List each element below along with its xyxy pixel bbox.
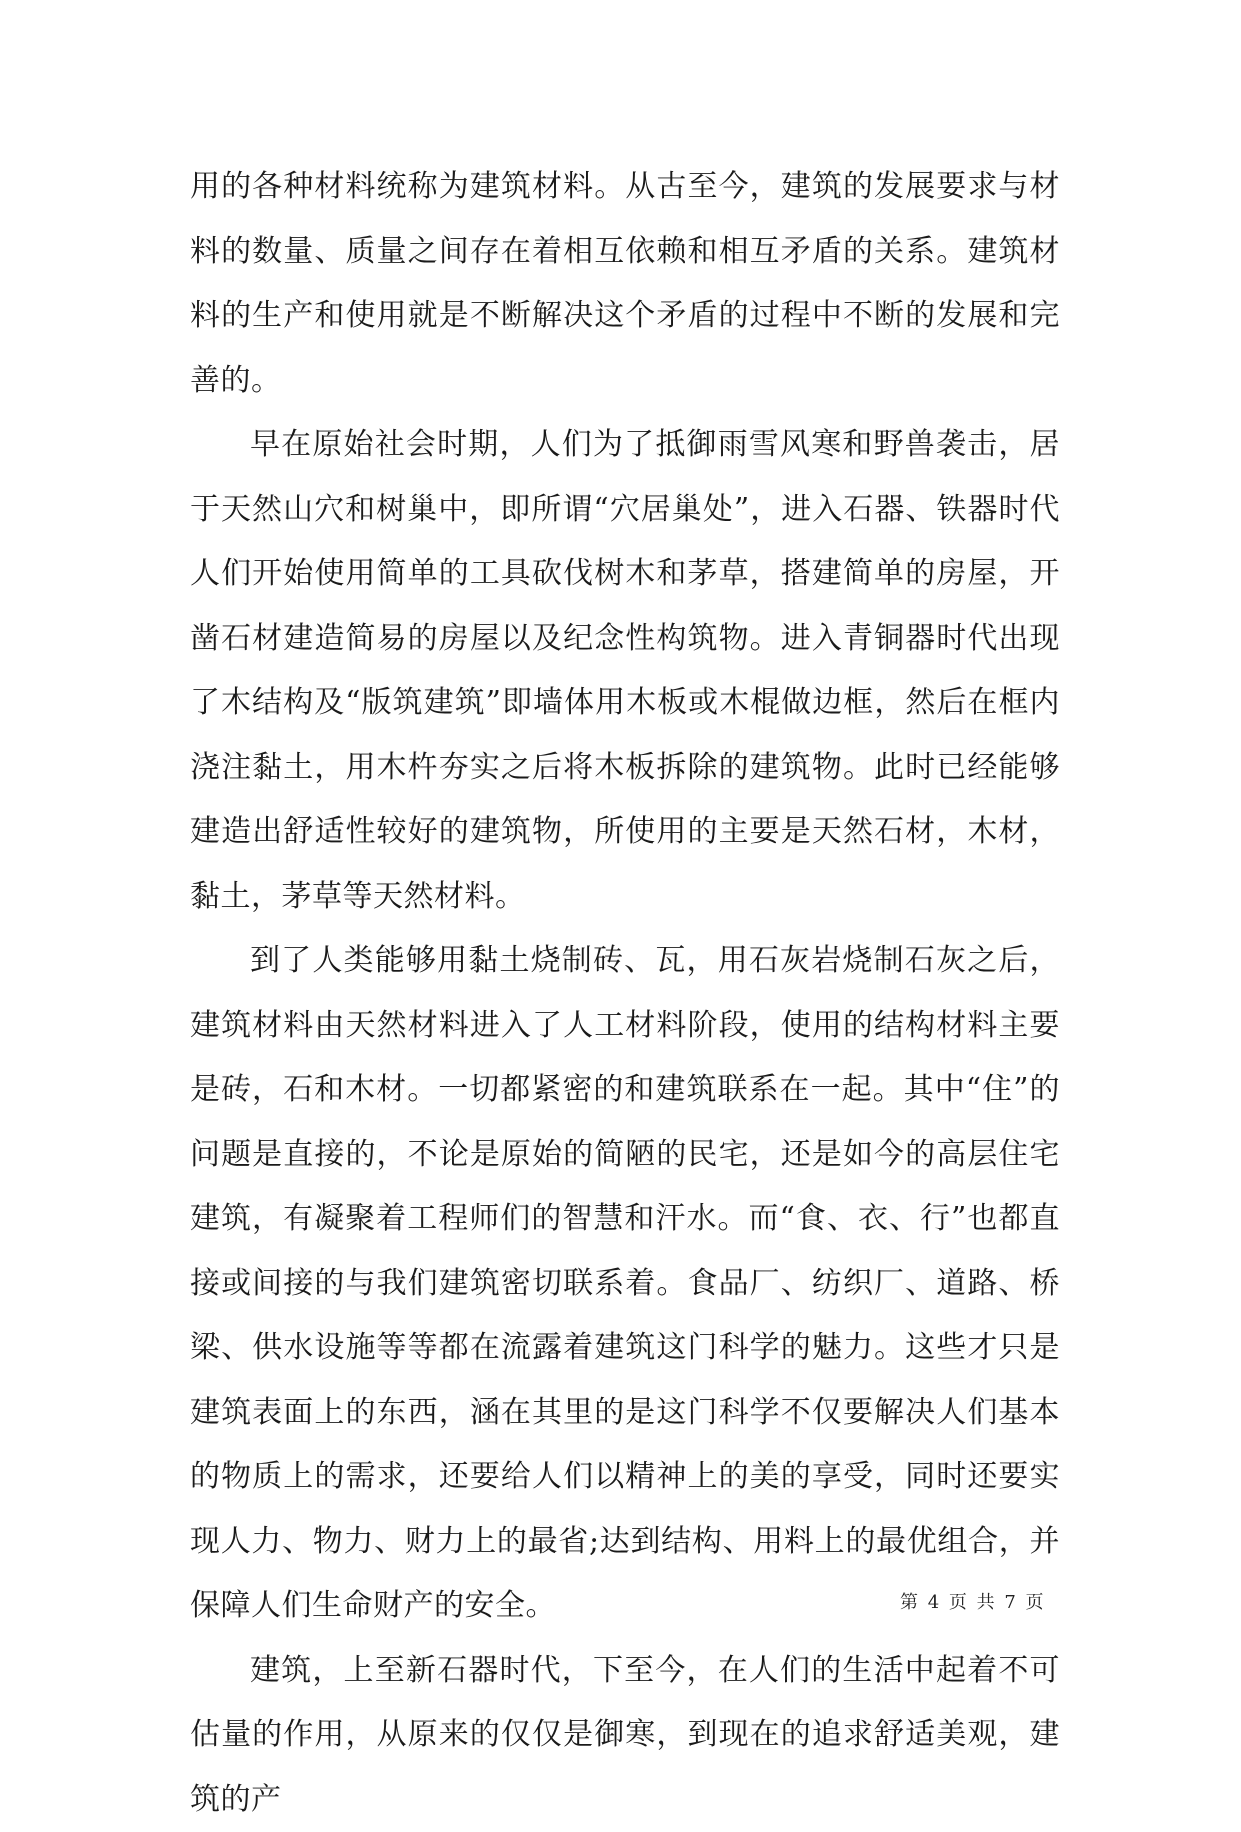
paragraph-continuation: 用的各种材料统称为建筑材料。从古至今，建筑的发展要求与材料的数量、质量之间存在着相互依赖和相互矛盾的关系。建筑材料的生产和使用就是不断解决这个矛盾的过程中不断的发展和完善的。	[190, 155, 1060, 413]
page-number-footer: 第 4 页 共 7 页	[900, 1588, 1046, 1614]
body-text	[190, 155, 1060, 1832]
paragraph: 到了人类能够用黏土烧制砖、瓦，用石灰岩烧制石灰之后，建筑材料由天然材料进入了人工材料阶段，使用的结构材料主要是砖，石和木材。一切都紧密的和建筑联系在一起。其中“住”的问题是直接的，不论是原始的简陋的民宅，还是如今的高层住宅建筑，有凝聚着工程师们的智慧和汗水。而“食、衣、行”也都直接或间接的与我们建筑密切联系着。食品厂、纺织厂、道路、桥梁、供水设施等等都在流露着建筑这门科学的魅力。这些才只是建筑表面上的东西，涵在其里的是这门科学不仅要解决人们基本的物质上的需求，还要给人们以精神上的美的享受，同时还要实现人力、物力、财力上的最省;达到结构、用料上的最优组合，并保障人们生命财产的安全。	[190, 929, 1060, 1639]
paragraph: 建筑，上至新石器时代，下至今，在人们的生活中起着不可估量的作用，从原来的仅仅是御寒，到现在的追求舒适美观，建筑的产	[190, 1639, 1060, 1832]
paragraph: 早在原始社会时期，人们为了抵御雨雪风寒和野兽袭击，居于天然山穴和树巢中，即所谓“穴居巢处”，进入石器、铁器时代人们开始使用简单的工具砍伐树木和茅草，搭建简单的房屋，开凿石材建造简易的房屋以及纪念性构筑物。进入青铜器时代出现了木结构及“版筑建筑”即墙体用木板或木棍做边框，然后在框内浇注黏土，用木杵夯实之后将木板拆除的建筑物。此时已经能够建造出舒适性较好的建筑物，所使用的主要是天然石材，木材，黏土，茅草等天然材料。	[190, 413, 1060, 929]
